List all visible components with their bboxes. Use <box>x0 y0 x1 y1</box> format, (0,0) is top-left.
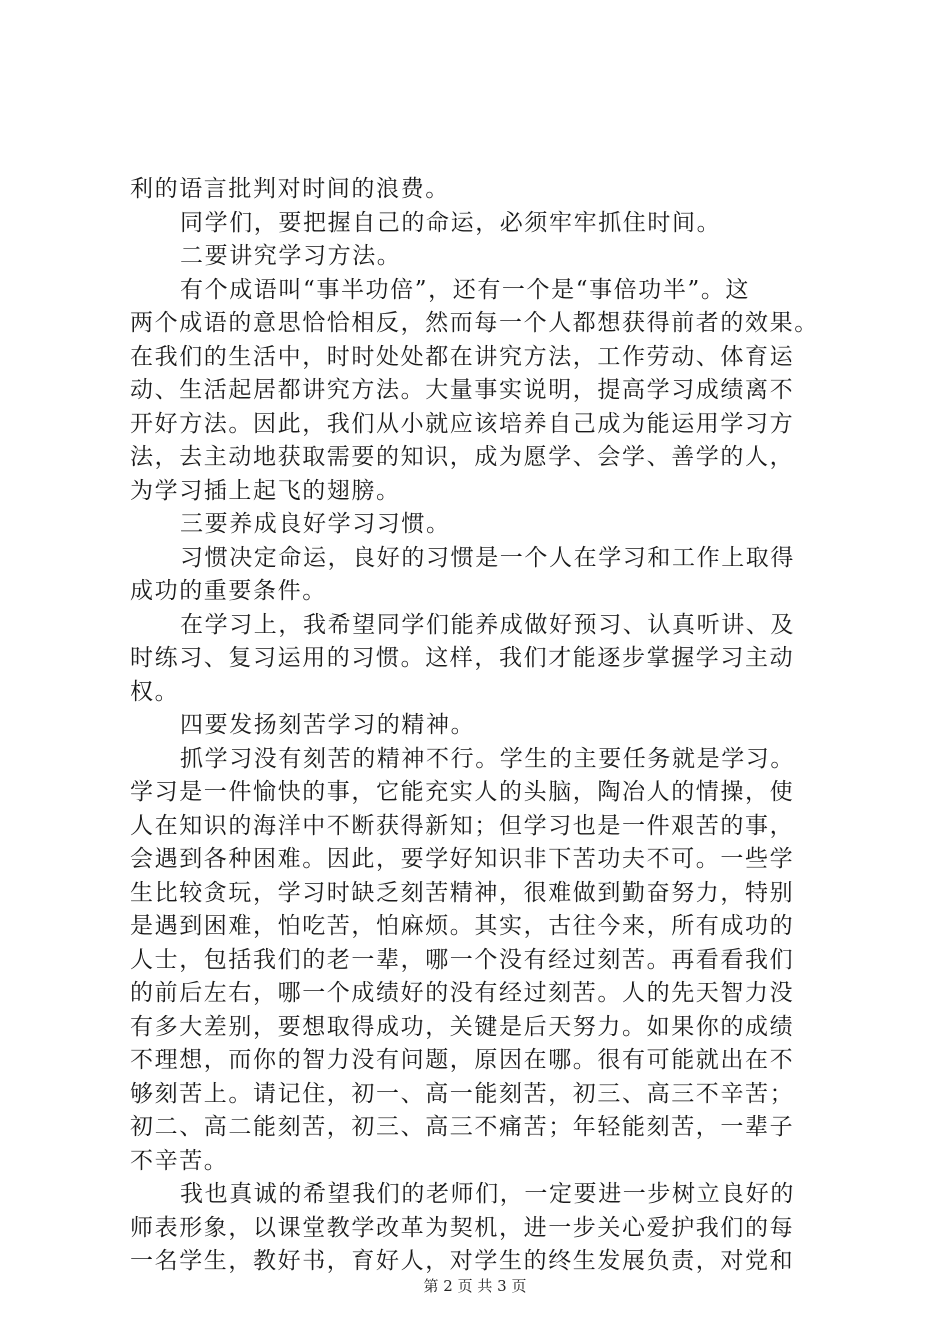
text-line: 生比较贪玩，学习时缺乏刻苦精神，很难做到勤奋努力，特别 <box>130 879 795 906</box>
text-line: 三要养成良好学习习惯。 <box>180 511 451 537</box>
text-line: 一名学生，教好书，育好人，对学生的终生发展负责，对党和 <box>130 1248 795 1274</box>
text-line: 学习是一件愉快的事，它能充实人的头脑，陶冶人的情操，使 <box>130 779 795 805</box>
text-line: 人在知识的海洋中不断获得新知；但学习也是一件艰苦的事， <box>130 812 795 839</box>
body-text <box>130 173 830 1279</box>
page-footer: 第 2 页 共 3 页 <box>423 1277 527 1295</box>
text-line: 习惯决定命运，良好的习惯是一个人在学习和工作上取得 <box>180 544 795 571</box>
text-line: 不理想，而你的智力没有问题，原因在哪。很有可能就出在不 <box>130 1047 795 1073</box>
text-line: 利的语言批判对时间的浪费。 <box>130 176 450 202</box>
text-line: 同学们，要把握自己的命运，必须牢牢抓住时间。 <box>180 209 722 236</box>
text-line: 不辛苦。 <box>130 1147 229 1174</box>
text-line: 权。 <box>130 678 180 705</box>
text-line: 法，去主动地获取需要的知识，成为愿学、会学、善学的人， <box>130 444 795 470</box>
text-line: 够刻苦上。请记住，初一、高一能刻苦，初三、高三不辛苦； <box>130 1080 795 1107</box>
text-line: 两个成语的意思恰恰相反，然而每一个人都想获得前者的效果。 <box>130 310 819 336</box>
text-line: 初二、高二能刻苦，初三、高三不痛苦；年轻能刻苦，一辈子 <box>130 1114 795 1140</box>
text-line: 会遇到各种困难。因此，要学好知识非下苦功夫不可。一些学 <box>130 846 795 872</box>
text-line: 开好方法。因此，我们从小就应该培养自己成为能运用学习方 <box>130 410 795 437</box>
text-line: 为学习插上起飞的翅膀。 <box>130 477 401 504</box>
text-line: 在学习上，我希望同学们能养成做好预习、认真听讲、及 <box>180 611 795 638</box>
text-line: 四要发扬刻苦学习的精神。 <box>180 712 476 738</box>
text-line: 抓学习没有刻苦的精神不行。学生的主要任务就是学习。 <box>180 745 795 772</box>
text-line: 我也真诚的希望我们的老师们，一定要进一步树立良好的 <box>180 1181 795 1207</box>
text-line: 成功的重要条件。 <box>130 578 327 604</box>
text-line: 有多大差别，要想取得成功，关键是后天努力。如果你的成绩 <box>130 1013 795 1040</box>
text-line: 的前后左右，哪一个成绩好的没有经过刻苦。人的先天智力没 <box>130 980 795 1006</box>
text-line: 师表形象，以课堂教学改革为契机，进一步关心爱护我们的每 <box>130 1214 795 1241</box>
text-line: 有个成语叫“事半功倍”，还有一个是“事倍功半”。这 <box>180 276 751 303</box>
text-line: 在我们的生活中，时时处处都在讲究方法，工作劳动、体育运 <box>130 343 795 370</box>
text-line: 二要讲究学习方法。 <box>180 243 402 269</box>
text-line: 人士，包括我们的老一辈，哪一个没有经过刻苦。再看看我们 <box>130 946 795 973</box>
text-line: 动、生活起居都讲究方法。大量事实说明，提高学习成绩离不 <box>130 377 795 403</box>
text-line: 是遇到困难，怕吃苦，怕麻烦。其实，古往今来，所有成功的 <box>130 913 795 939</box>
text-line: 时练习、复习运用的习惯。这样，我们才能逐步掌握学习主动 <box>130 645 795 671</box>
